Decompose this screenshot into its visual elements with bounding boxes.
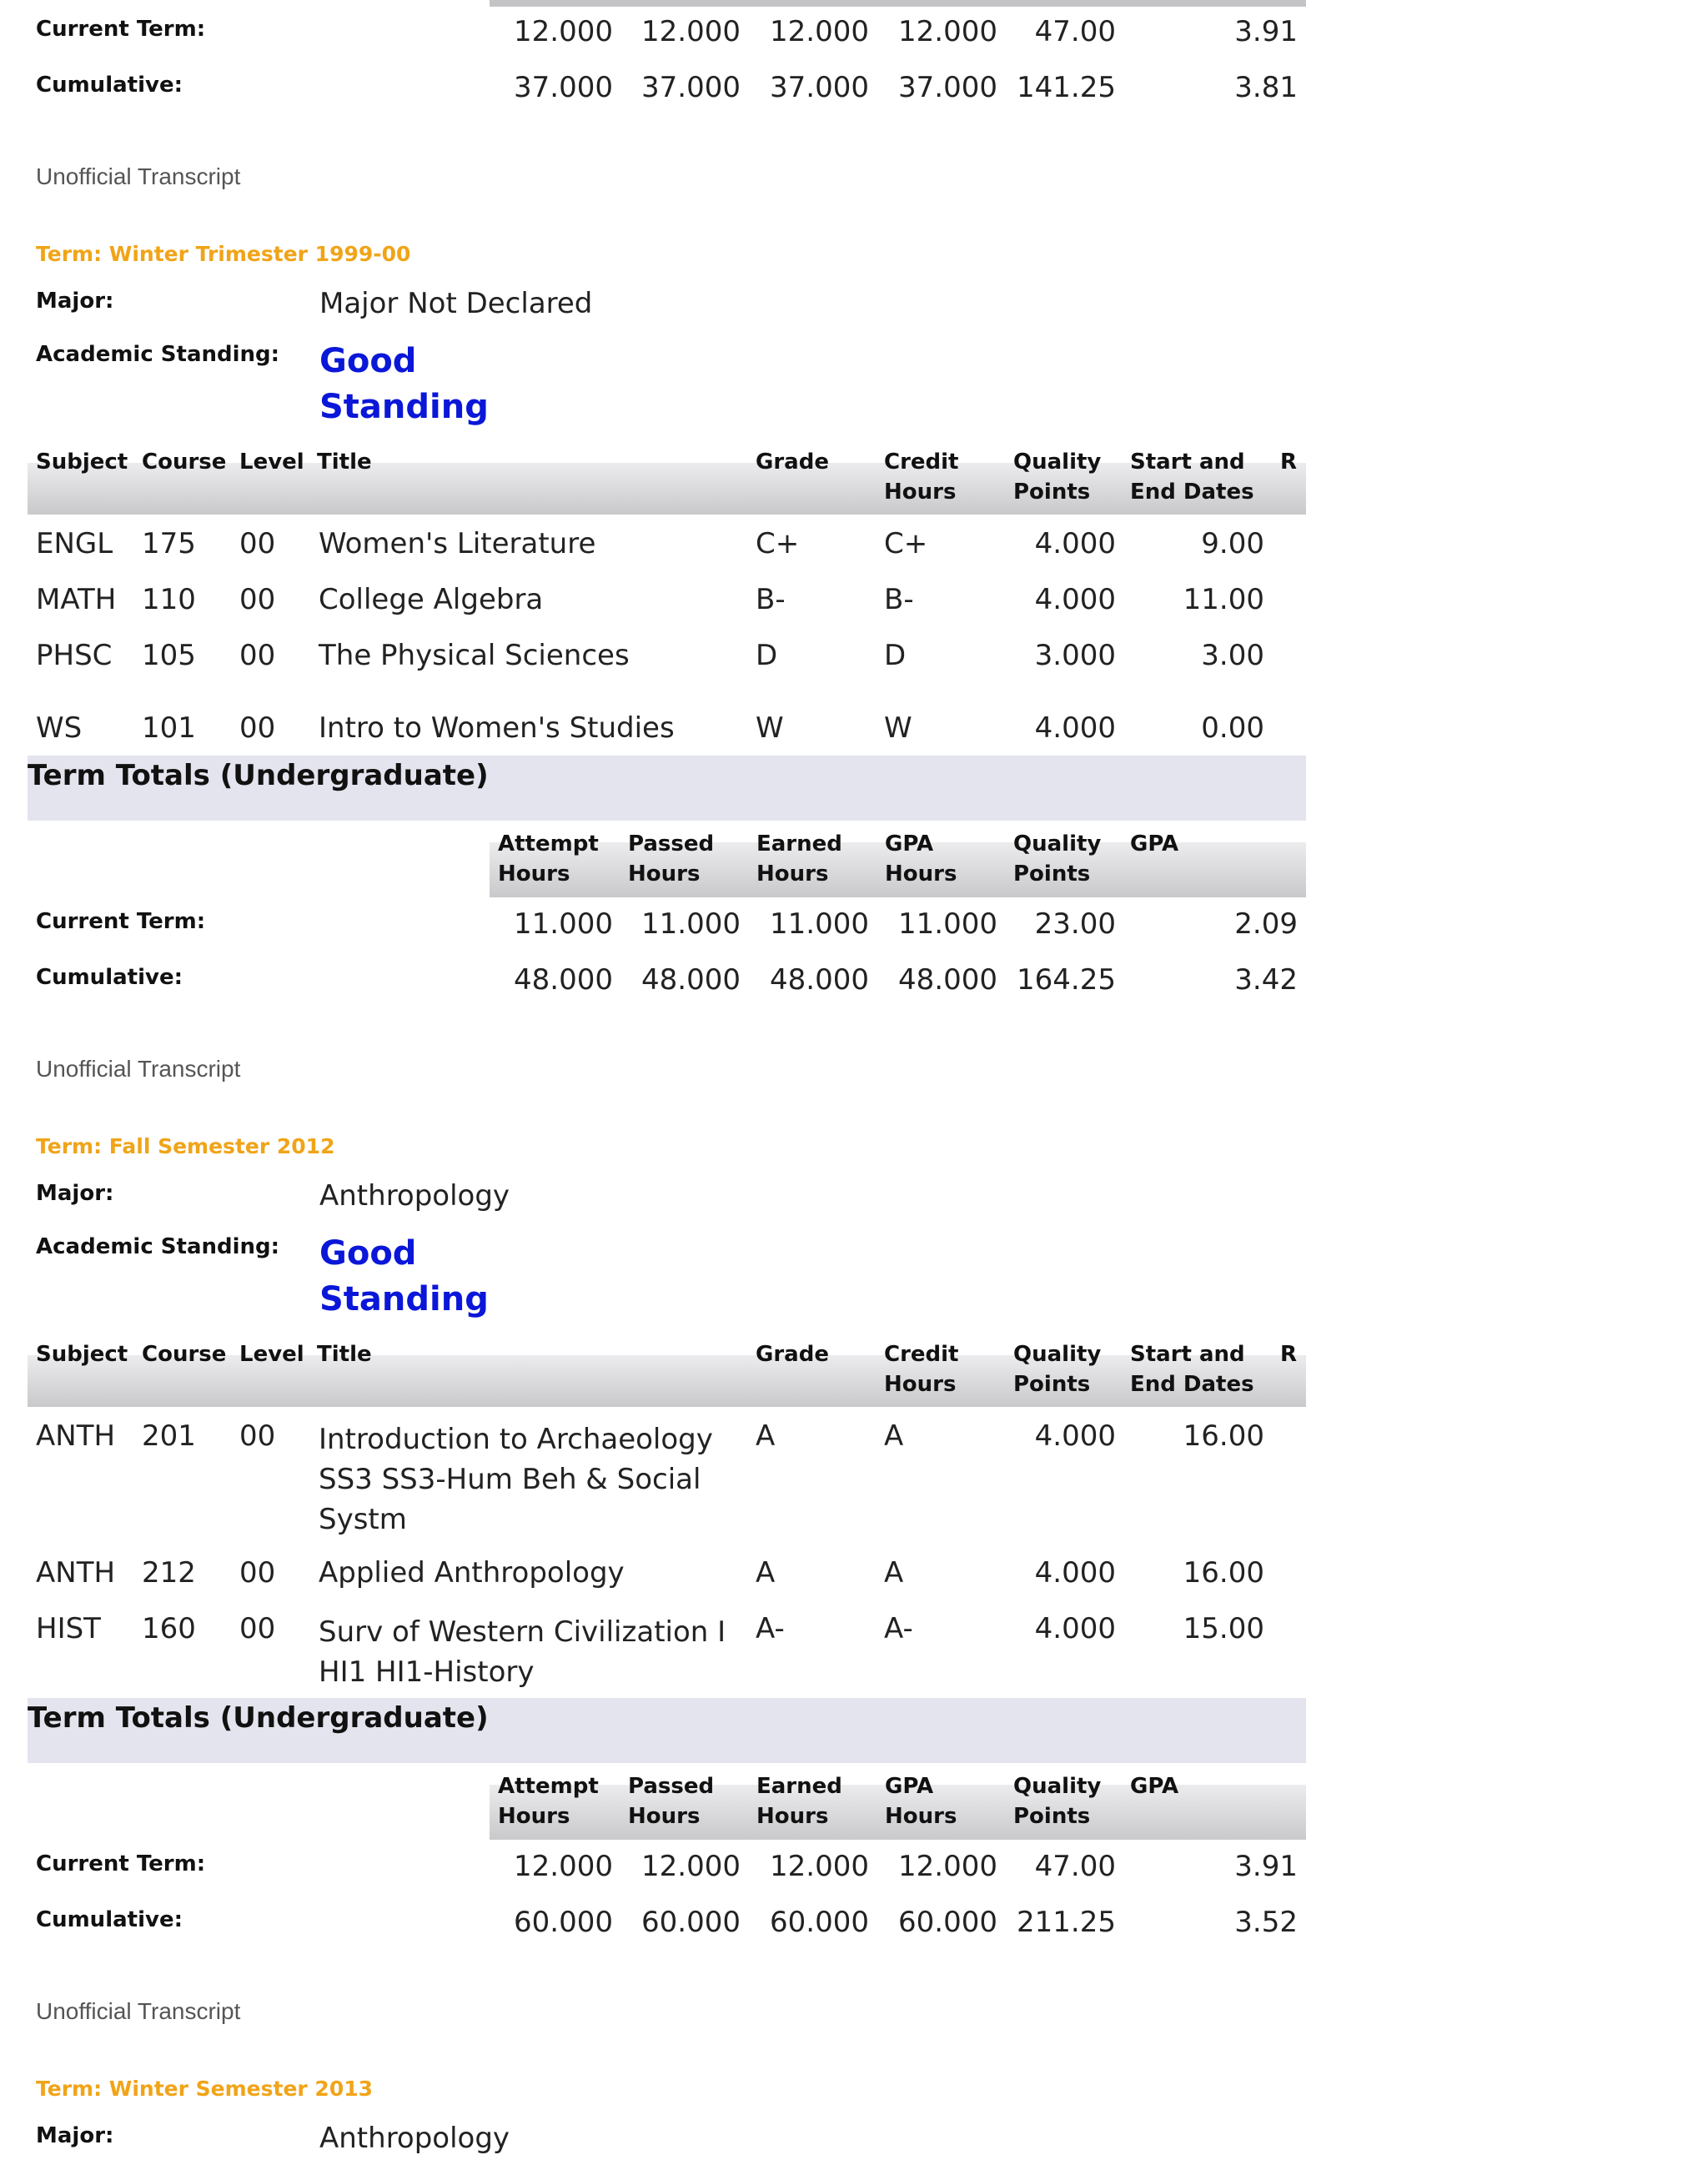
dates-cell: 0.00 bbox=[1201, 711, 1264, 745]
cumulative-label: Cumulative: bbox=[36, 73, 183, 98]
col-passed-hours: Passed Hours bbox=[628, 1774, 715, 1829]
academic-standing-label: Academic Standing: bbox=[36, 1234, 280, 1259]
title-cell: The Physical Sciences bbox=[319, 639, 630, 672]
subject-cell: HIST bbox=[36, 1612, 101, 1645]
col-quality-points: Quality Points bbox=[1013, 831, 1102, 887]
attempt-hours-value: 12.000 bbox=[514, 15, 613, 48]
standing-line: Good bbox=[319, 342, 417, 380]
earned-hours-value: 12.000 bbox=[770, 15, 869, 48]
major-label: Major: bbox=[36, 289, 114, 314]
passed-hours-value: 12.000 bbox=[641, 1850, 741, 1883]
unofficial-transcript-label: Unofficial Transcript bbox=[36, 163, 241, 189]
col-attempt-hours: Attempt Hours bbox=[498, 1774, 599, 1829]
dates-cell: 3.00 bbox=[1201, 639, 1264, 672]
course-cell: 105 bbox=[142, 639, 196, 672]
gpa-hours-value: 11.000 bbox=[898, 907, 997, 941]
quality-points-value: 211.25 bbox=[1017, 1906, 1116, 1939]
attempt-hours-value: 12.000 bbox=[514, 1850, 613, 1883]
gpa-value: 3.42 bbox=[1234, 963, 1298, 997]
col-passed-hours: Passed Hours bbox=[628, 831, 715, 887]
quality-cell: 4.000 bbox=[1034, 1556, 1116, 1590]
col-start-end-dates: Start and End Dates bbox=[1130, 450, 1254, 505]
col-r: R bbox=[1280, 1342, 1298, 1367]
attempt-hours-value: 48.000 bbox=[514, 963, 613, 997]
grade-cell: A- bbox=[756, 1612, 785, 1645]
attempt-hours-value: 37.000 bbox=[514, 71, 613, 104]
academic-standing-value bbox=[319, 339, 489, 430]
earned-hours-value: 48.000 bbox=[770, 963, 869, 997]
col-subject: Subject bbox=[36, 450, 128, 475]
term-title: Term: Winter Semester 2013 bbox=[36, 2077, 374, 2101]
major-value: Anthropology bbox=[319, 2122, 510, 2155]
grade-cell: A bbox=[756, 1556, 776, 1590]
quality-cell: 4.000 bbox=[1034, 583, 1116, 616]
col-grade: Grade bbox=[756, 450, 829, 475]
quality-cell: 4.000 bbox=[1034, 527, 1116, 560]
major-value: Anthropology bbox=[319, 1179, 510, 1213]
current-term-label: Current Term: bbox=[36, 909, 206, 934]
subject-cell: MATH bbox=[36, 583, 117, 616]
earned-hours-value: 12.000 bbox=[770, 1850, 869, 1883]
col-credit-hours: Credit Hours bbox=[884, 1342, 959, 1397]
course-cell: 101 bbox=[142, 711, 196, 745]
course-cell: 160 bbox=[142, 1612, 196, 1645]
col-earned-hours: Earned Hours bbox=[756, 831, 842, 887]
col-course: Course bbox=[142, 1342, 227, 1367]
col-level: Level bbox=[239, 450, 304, 475]
passed-hours-value: 11.000 bbox=[641, 907, 741, 941]
col-r: R bbox=[1280, 450, 1298, 475]
credit-cell: C+ bbox=[884, 527, 928, 560]
col-title: Title bbox=[317, 450, 372, 475]
title-cell: Intro to Women's Studies bbox=[319, 711, 675, 745]
title-cell: Applied Anthropology bbox=[319, 1556, 625, 1590]
level-cell: 00 bbox=[239, 1419, 276, 1453]
passed-hours-value: 37.000 bbox=[641, 71, 741, 104]
subject-cell: PHSC bbox=[36, 639, 113, 672]
col-attempt-hours: Attempt Hours bbox=[498, 831, 599, 887]
quality-points-value: 47.00 bbox=[1034, 1850, 1116, 1883]
col-quality-points: Quality Points bbox=[1013, 1774, 1102, 1829]
quality-points-value: 47.00 bbox=[1034, 15, 1116, 48]
major-label: Major: bbox=[36, 1181, 114, 1206]
major-value: Major Not Declared bbox=[319, 287, 593, 320]
gpa-hours-value: 37.000 bbox=[898, 71, 997, 104]
passed-hours-value: 48.000 bbox=[641, 963, 741, 997]
attempt-hours-value: 11.000 bbox=[514, 907, 613, 941]
dates-cell: 11.00 bbox=[1183, 583, 1264, 616]
dates-cell: 9.00 bbox=[1201, 527, 1264, 560]
col-gpa-hours: GPA Hours bbox=[885, 831, 957, 887]
academic-standing-label: Academic Standing: bbox=[36, 342, 280, 367]
title-cell: Introduction to Archaeology SS3 SS3-Hum Beh & Social Systm bbox=[319, 1423, 713, 1536]
current-term-label: Current Term: bbox=[36, 1851, 206, 1876]
title-cell: College Algebra bbox=[319, 583, 544, 616]
level-cell: 00 bbox=[239, 1556, 276, 1590]
col-credit-hours: Credit Hours bbox=[884, 450, 959, 505]
course-cell: 201 bbox=[142, 1419, 196, 1453]
grade-cell: B- bbox=[756, 583, 786, 616]
credit-cell: A bbox=[884, 1419, 904, 1453]
quality-cell: 4.000 bbox=[1034, 711, 1116, 745]
standing-line: Standing bbox=[319, 388, 489, 426]
subject-cell: ANTH bbox=[36, 1419, 116, 1453]
subject-cell: ANTH bbox=[36, 1556, 116, 1590]
course-cell: 212 bbox=[142, 1556, 196, 1590]
cumulative-label: Cumulative: bbox=[36, 965, 183, 990]
term-title: Term: Winter Trimester 1999-00 bbox=[36, 242, 411, 266]
term-title: Term: Fall Semester 2012 bbox=[36, 1134, 335, 1158]
unofficial-transcript-label: Unofficial Transcript bbox=[36, 1056, 241, 1082]
credit-cell: B- bbox=[884, 583, 914, 616]
col-quality-points: Quality Points bbox=[1013, 1342, 1102, 1397]
credit-cell: W bbox=[884, 711, 912, 745]
subject-cell: WS bbox=[36, 711, 83, 745]
gpa-value: 2.09 bbox=[1234, 907, 1298, 941]
passed-hours-value: 12.000 bbox=[641, 15, 741, 48]
term-totals-title: Term Totals (Undergraduate) bbox=[28, 759, 489, 792]
title-cell: Surv of Western Civilization I HI1 HI1-History bbox=[319, 1615, 726, 1689]
course-cell: 175 bbox=[142, 527, 196, 560]
col-subject: Subject bbox=[36, 1342, 128, 1367]
grade-cell: A bbox=[756, 1419, 776, 1453]
earned-hours-value: 37.000 bbox=[770, 71, 869, 104]
dates-cell: 16.00 bbox=[1183, 1419, 1264, 1453]
gpa-hours-value: 48.000 bbox=[898, 963, 997, 997]
level-cell: 00 bbox=[239, 583, 276, 616]
col-start-end-dates: Start and End Dates bbox=[1130, 1342, 1254, 1397]
dates-cell: 15.00 bbox=[1183, 1612, 1264, 1645]
subject-cell: ENGL bbox=[36, 527, 113, 560]
gpa-hours-value: 12.000 bbox=[898, 15, 997, 48]
academic-standing-value bbox=[319, 1231, 489, 1323]
quality-points-value: 164.25 bbox=[1017, 963, 1116, 997]
gpa-value: 3.52 bbox=[1234, 1906, 1298, 1939]
col-gpa: GPA bbox=[1130, 1774, 1179, 1799]
cumulative-label: Cumulative: bbox=[36, 1907, 183, 1932]
quality-points-value: 141.25 bbox=[1017, 71, 1116, 104]
col-grade: Grade bbox=[756, 1342, 829, 1367]
credit-cell: A bbox=[884, 1556, 904, 1590]
quality-cell: 4.000 bbox=[1034, 1612, 1116, 1645]
gpa-hours-value: 60.000 bbox=[898, 1906, 997, 1939]
credit-cell: A- bbox=[884, 1612, 913, 1645]
grade-cell: D bbox=[756, 639, 778, 672]
level-cell: 00 bbox=[239, 527, 276, 560]
grade-cell: C+ bbox=[756, 527, 800, 560]
col-earned-hours: Earned Hours bbox=[756, 1774, 842, 1829]
level-cell: 00 bbox=[239, 639, 276, 672]
credit-cell: D bbox=[884, 639, 907, 672]
term-totals-title: Term Totals (Undergraduate) bbox=[28, 1701, 489, 1735]
col-gpa: GPA bbox=[1130, 831, 1179, 856]
earned-hours-value: 11.000 bbox=[770, 907, 869, 941]
earned-hours-value: 60.000 bbox=[770, 1906, 869, 1939]
quality-cell: 3.000 bbox=[1034, 639, 1116, 672]
col-level: Level bbox=[239, 1342, 304, 1367]
standing-line: Standing bbox=[319, 1280, 489, 1319]
col-gpa-hours: GPA Hours bbox=[885, 1774, 957, 1829]
title-cell: Women's Literature bbox=[319, 527, 596, 560]
unofficial-transcript-label: Unofficial Transcript bbox=[36, 1998, 241, 2024]
course-cell: 110 bbox=[142, 583, 196, 616]
standing-line: Good bbox=[319, 1234, 417, 1273]
attempt-hours-value: 60.000 bbox=[514, 1906, 613, 1939]
col-title: Title bbox=[317, 1342, 372, 1367]
passed-hours-value: 60.000 bbox=[641, 1906, 741, 1939]
dates-cell: 16.00 bbox=[1183, 1556, 1264, 1590]
gpa-value: 3.91 bbox=[1234, 15, 1298, 48]
level-cell: 00 bbox=[239, 1612, 276, 1645]
grade-cell: W bbox=[756, 711, 784, 745]
gpa-value: 3.91 bbox=[1234, 1850, 1298, 1883]
totals-header-edge bbox=[490, 0, 1306, 7]
gpa-hours-value: 12.000 bbox=[898, 1850, 997, 1883]
level-cell: 00 bbox=[239, 711, 276, 745]
quality-cell: 4.000 bbox=[1034, 1419, 1116, 1453]
col-quality-points: Quality Points bbox=[1013, 450, 1102, 505]
col-course: Course bbox=[142, 450, 227, 475]
gpa-value: 3.81 bbox=[1234, 71, 1298, 104]
quality-points-value: 23.00 bbox=[1034, 907, 1116, 941]
major-label: Major: bbox=[36, 2123, 114, 2148]
current-term-label: Current Term: bbox=[36, 17, 206, 42]
